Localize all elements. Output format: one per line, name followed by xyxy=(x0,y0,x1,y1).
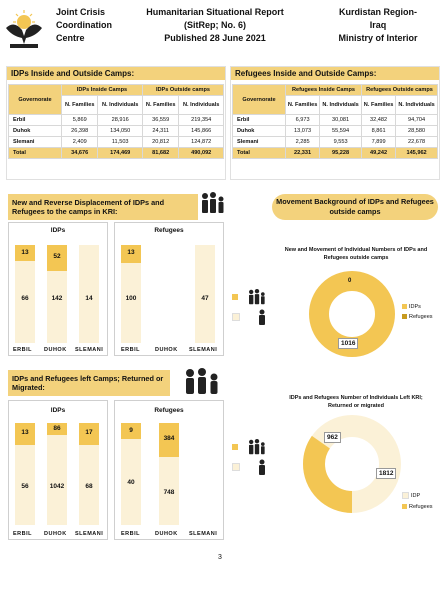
idps-table xyxy=(8,84,224,159)
table-row xyxy=(233,137,438,148)
new-idps-value-duhok-rev: 142 xyxy=(51,295,63,302)
x-tick-label: DUHOK xyxy=(44,347,67,353)
table-cell: 174,469 xyxy=(98,148,143,159)
table-cell: 145,962 xyxy=(396,148,438,159)
person-icon xyxy=(256,459,268,475)
x-tick-label: SLEMANI xyxy=(189,531,218,537)
ref-sub-fam2: N. Families xyxy=(361,96,395,115)
table-row xyxy=(233,126,438,137)
new-idps-title: IDPs xyxy=(50,227,66,234)
donut-chart-2 xyxy=(302,414,402,514)
new-idps-bar-bg-slemani xyxy=(79,245,99,343)
header-center-line2: (SitRep; No. 6) xyxy=(184,20,246,30)
new-idps-value-duhok-new: 52 xyxy=(53,253,61,260)
new-ref-panel xyxy=(114,222,224,356)
table-cell: Duhok xyxy=(9,126,62,137)
table-cell: Duhok xyxy=(233,126,286,137)
donut1-title: New and Movement of Individual Numbers of IDPs and Refugees outside camps xyxy=(284,247,428,261)
family-icon xyxy=(200,192,226,219)
legend-person-2 xyxy=(232,458,268,476)
table-cell: 7,899 xyxy=(361,137,395,148)
table-cell: 34,676 xyxy=(62,148,98,159)
donut2-legend-idp xyxy=(402,492,420,499)
table-cell: 36,559 xyxy=(142,115,178,126)
x-tick-label: SLEMANI xyxy=(189,347,218,353)
ref-sub-ind2: N. Individuals xyxy=(396,96,438,115)
table-cell: 5,869 xyxy=(62,115,98,126)
donut2-legend-ref xyxy=(402,504,433,510)
table-cell: Slemani xyxy=(233,137,286,148)
header-left-line2: Coordination xyxy=(56,20,112,30)
table-cell: 55,594 xyxy=(320,126,362,137)
left-idps-bar-bg-duhok xyxy=(47,423,67,525)
table-row xyxy=(233,115,438,126)
idps-table-panel xyxy=(6,66,226,180)
donut2-label-idp: 1812 xyxy=(376,468,396,479)
table-cell: 20,812 xyxy=(142,137,178,148)
idps-sub-fam1: N. Families xyxy=(62,96,98,115)
ref-col-inside: Refugees Inside Camps xyxy=(286,85,362,96)
section-left-title: IDPs and Refugees left Camps; Returned or Migrated: xyxy=(8,370,170,396)
new-ref-value-erbil-new: 13 xyxy=(127,249,135,256)
idps-col-gov: Governorate xyxy=(9,85,62,115)
movement-title: Movement Background of IDPs and Refugees outside camps xyxy=(272,194,438,220)
legend-label-ref: Refugees xyxy=(409,314,433,320)
legend-label-ref2: Refugees xyxy=(409,504,433,510)
kurdistan-emblem-icon xyxy=(4,6,44,52)
x-tick-label: DUHOK xyxy=(44,531,67,537)
table-row xyxy=(9,137,224,148)
header-right-line1: Kurdistan Region- xyxy=(339,7,417,17)
ref-sub-fam1: N. Families xyxy=(286,96,320,115)
x-tick-label: SLEMANI xyxy=(75,531,104,537)
table-cell: Erbil xyxy=(9,115,62,126)
table-cell: Erbil xyxy=(233,115,286,126)
header-left-line3: Centre xyxy=(56,33,85,43)
header-right xyxy=(318,6,438,45)
section-new-title: New and Reverse Displacement of IDPs and Refugees to the camps in KRI: xyxy=(8,194,198,220)
legend-swatch-idps xyxy=(402,304,407,309)
new-idps-value-erbil-new: 13 xyxy=(21,249,29,256)
family-icon xyxy=(244,439,270,455)
header-right-line2: Iraq xyxy=(369,20,387,30)
table-cell: 26,398 xyxy=(62,126,98,137)
left-idps-value-erbil-lower: 56 xyxy=(21,483,29,490)
left-idps-panel xyxy=(8,400,108,540)
table-cell: Total xyxy=(233,148,286,159)
left-idps-value-slemani-upper: 17 xyxy=(85,429,93,436)
table-cell: Slemani xyxy=(9,137,62,148)
table-cell: 32,482 xyxy=(361,115,395,126)
table-row xyxy=(9,115,224,126)
table-cell: 2,409 xyxy=(62,137,98,148)
donut1-label-idps: 1016 xyxy=(338,338,358,349)
ref-sub-ind1: N. Individuals xyxy=(320,96,362,115)
table-cell: 22,678 xyxy=(396,137,438,148)
idps-col-outside: IDPs Outside camps xyxy=(142,85,223,96)
header-right-line3: Ministry of Interior xyxy=(338,33,418,43)
header-left xyxy=(56,6,146,45)
idps-sub-ind1: N. Individuals xyxy=(98,96,143,115)
table-cell: 30,081 xyxy=(320,115,362,126)
ref-table xyxy=(232,84,438,159)
header-center xyxy=(140,6,290,45)
x-tick-label: DUHOK xyxy=(155,531,178,537)
left-ref-title: Refugees xyxy=(154,407,184,414)
movement-panel xyxy=(272,188,442,550)
table-row xyxy=(9,126,224,137)
ref-table-panel xyxy=(230,66,440,180)
idps-sub-ind2: N. Individuals xyxy=(179,96,224,115)
donut1-legend-ref xyxy=(402,314,433,320)
table-cell: 94,704 xyxy=(396,115,438,126)
left-idps-value-duhok-upper: 86 xyxy=(53,425,61,432)
new-ref-value-slemani-rev: 47 xyxy=(201,295,209,302)
table-cell: 28,916 xyxy=(98,115,143,126)
idps-sub-fam2: N. Families xyxy=(142,96,178,115)
ref-table-title: Refugees Inside and Outside Camps: xyxy=(231,67,439,80)
new-ref-bar-bg-slemani xyxy=(195,245,215,343)
table-cell: 145,866 xyxy=(179,126,224,137)
table-cell: 28,580 xyxy=(396,126,438,137)
person-icon xyxy=(256,309,268,325)
table-cell: 81,682 xyxy=(142,148,178,159)
legend-label-idp: IDP xyxy=(411,492,421,499)
legend-swatch-ref xyxy=(402,314,407,319)
table-cell: 9,553 xyxy=(320,137,362,148)
table-cell: 219,354 xyxy=(179,115,224,126)
table-cell: 11,503 xyxy=(98,137,143,148)
table-cell: 22,331 xyxy=(286,148,320,159)
table-cell: 13,073 xyxy=(286,126,320,137)
left-idps-value-erbil-upper: 13 xyxy=(21,429,29,436)
left-idps-value-duhok-lower: 1042 xyxy=(49,483,65,490)
table-cell: Total xyxy=(9,148,62,159)
table-cell: 49,242 xyxy=(361,148,395,159)
donut2-title: IDPs and Refugees Number of Individuals Left KRI; Returned or migrated xyxy=(289,395,423,409)
x-tick-label: ERBIL xyxy=(13,347,32,353)
table-row-total xyxy=(233,148,438,159)
family-icon xyxy=(244,289,270,305)
table-cell: 134,050 xyxy=(98,126,143,137)
left-idps-title: IDPs xyxy=(50,407,66,414)
left-ref-value-duhok-upper: 384 xyxy=(163,435,175,442)
x-tick-label: ERBIL xyxy=(121,531,140,537)
donut1-legend-idps xyxy=(402,304,421,310)
legend-swatch-ref2 xyxy=(402,504,407,509)
ref-col-outside: Refugees Outside camps xyxy=(361,85,437,96)
page-number: 3 xyxy=(218,554,222,561)
x-tick-label: ERBIL xyxy=(121,347,140,353)
table-cell: 95,228 xyxy=(320,148,362,159)
table-row-total xyxy=(9,148,224,159)
family-icon xyxy=(182,368,222,401)
new-idps-value-slemani-rev: 14 xyxy=(85,295,93,302)
left-ref-panel xyxy=(114,400,224,540)
x-tick-label: DUHOK xyxy=(155,347,178,353)
new-ref-value-erbil-rev: 100 xyxy=(125,295,137,302)
header-center-line1: Humanitarian Situational Report xyxy=(146,7,284,17)
idps-table-title: IDPs Inside and Outside Camps: xyxy=(7,67,225,80)
table-cell: 2,285 xyxy=(286,137,320,148)
table-cell: 8,861 xyxy=(361,126,395,137)
left-ref-value-erbil-lower: 40 xyxy=(127,479,135,486)
left-idps-value-slemani-lower: 68 xyxy=(85,483,93,490)
header-left-line1: Joint Crisis xyxy=(56,7,106,17)
legend-person-1 xyxy=(232,308,268,326)
donut1-hole xyxy=(332,294,372,334)
table-cell: 124,872 xyxy=(179,137,224,148)
ref-col-gov: Governorate xyxy=(233,85,286,115)
legend-family-2 xyxy=(232,438,270,456)
legend-swatch-lower xyxy=(232,463,240,471)
donut2-label-ref: 962 xyxy=(324,432,341,443)
donut1-label-ref: 0 xyxy=(348,278,352,284)
legend-swatch-idp xyxy=(402,492,409,499)
left-ref-value-erbil-upper: 9 xyxy=(129,427,133,434)
table-cell: 6,973 xyxy=(286,115,320,126)
legend-label-idps: IDPs xyxy=(409,304,421,310)
legend-swatch-upper xyxy=(232,444,238,450)
legend-swatch-rev xyxy=(232,313,240,321)
new-idps-panel xyxy=(8,222,108,356)
legend-swatch-new xyxy=(232,294,238,300)
x-tick-label: ERBIL xyxy=(13,531,32,537)
table-cell: 490,092 xyxy=(179,148,224,159)
x-tick-label: SLEMANI xyxy=(75,347,104,353)
new-ref-title: Refugees xyxy=(154,227,184,234)
legend-family-1 xyxy=(232,288,270,306)
header-center-line3: Published 28 June 2021 xyxy=(164,33,266,43)
left-ref-value-duhok-lower: 748 xyxy=(163,489,175,496)
new-idps-value-erbil-rev: 66 xyxy=(21,295,29,302)
idps-col-inside: IDPs Inside Camps xyxy=(62,85,143,96)
table-cell: 24,311 xyxy=(142,126,178,137)
